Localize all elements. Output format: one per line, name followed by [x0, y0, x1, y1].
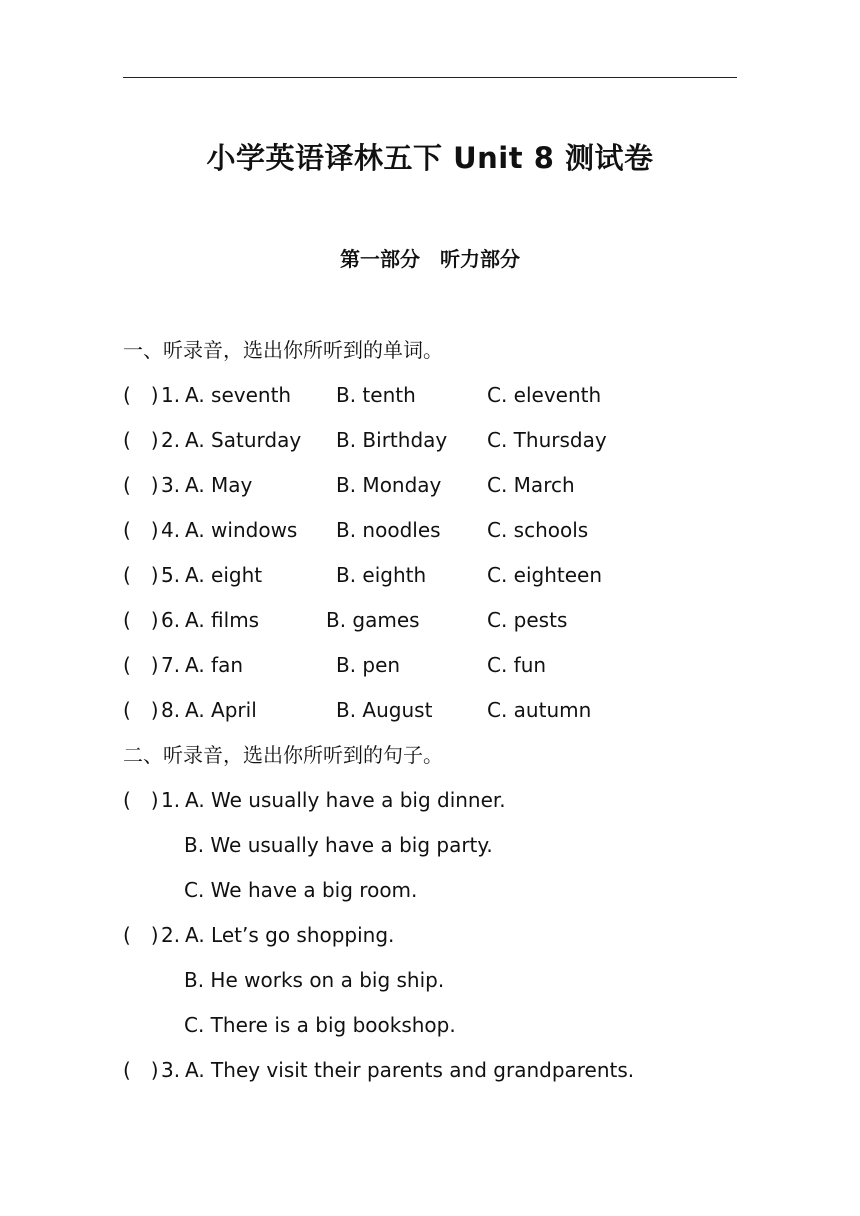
option-b: B. August [336, 698, 433, 722]
option-b: B. pen [336, 653, 401, 677]
option-a: A. April [185, 698, 257, 722]
answer-blank: ( ) [123, 1058, 159, 1082]
question-number: 7. [161, 653, 181, 677]
sentence-question-1-option-c [123, 875, 418, 905]
answer-blank: ( ) [123, 563, 159, 587]
sentence-question-2-option-b [123, 965, 445, 995]
option-a: A. We usually have a big dinner. [185, 788, 506, 812]
option-c: C. There is a big bookshop. [184, 1013, 456, 1037]
word-question-1 [123, 380, 602, 410]
option-a: A. eight [185, 563, 263, 587]
answer-blank: ( ) [123, 653, 159, 677]
word-question-7 [123, 650, 547, 680]
option-c: C. Thursday [487, 428, 607, 452]
option-b: B. eighth [336, 563, 427, 587]
section1-heading: 一、听录音，选出你所听到的单词。 [123, 338, 443, 362]
section2-heading: 二、听录音，选出你所听到的句子。 [123, 743, 443, 767]
option-a: A. May [185, 473, 253, 497]
option-a: A. fan [185, 653, 244, 677]
page-title: 小学英语译林五下 Unit 8 测试卷 [206, 141, 654, 175]
answer-blank: ( ) [123, 383, 159, 407]
option-a: A. Let’s go shopping. [185, 923, 395, 947]
word-question-8 [123, 695, 592, 725]
option-c: C. pests [487, 608, 568, 632]
answer-blank: ( ) [123, 923, 159, 947]
question-number: 6. [161, 608, 181, 632]
option-a: A. windows [185, 518, 298, 542]
option-a: A. Saturday [185, 428, 302, 452]
option-a: A. films [185, 608, 260, 632]
answer-blank: ( ) [123, 698, 159, 722]
question-number: 1. [161, 788, 181, 812]
question-number: 1. [161, 383, 181, 407]
option-a: A. seventh [185, 383, 292, 407]
word-question-4 [123, 515, 589, 545]
option-a: A. They visit their parents and grandparents. [185, 1058, 635, 1082]
option-c: C. eleventh [487, 383, 602, 407]
option-c: C. eighteen [487, 563, 603, 587]
option-b: B. We usually have a big party. [184, 833, 493, 857]
answer-blank: ( ) [123, 428, 159, 452]
sentence-question-1-option-b [123, 830, 493, 860]
sentence-question-2 [123, 920, 395, 950]
question-number: 5. [161, 563, 181, 587]
sentence-question-2-option-c [123, 1010, 456, 1040]
question-number: 3. [161, 1058, 181, 1082]
question-number: 3. [161, 473, 181, 497]
word-question-2 [123, 425, 607, 455]
question-number: 2. [161, 428, 181, 452]
answer-blank: ( ) [123, 788, 159, 812]
sentence-question-3 [123, 1055, 635, 1085]
option-c: C. schools [487, 518, 589, 542]
option-c: C. March [487, 473, 575, 497]
question-number: 4. [161, 518, 181, 542]
answer-blank: ( ) [123, 473, 159, 497]
word-question-5 [123, 560, 603, 590]
option-b: B. Monday [336, 473, 442, 497]
part-title: 第一部分 听力部分 [340, 247, 520, 271]
option-b: B. games [326, 608, 420, 632]
answer-blank: ( ) [123, 608, 159, 632]
option-b: B. tenth [336, 383, 416, 407]
word-question-6 [123, 605, 568, 635]
option-c: C. autumn [487, 698, 592, 722]
word-question-3 [123, 470, 575, 500]
question-number: 8. [161, 698, 181, 722]
sentence-question-1 [123, 785, 506, 815]
option-b: B. He works on a big ship. [184, 968, 445, 992]
option-b: B. noodles [336, 518, 441, 542]
option-c: C. fun [487, 653, 547, 677]
answer-blank: ( ) [123, 518, 159, 542]
option-c: C. We have a big room. [184, 878, 418, 902]
header-rule [123, 77, 737, 78]
question-number: 2. [161, 923, 181, 947]
option-b: B. Birthday [336, 428, 448, 452]
